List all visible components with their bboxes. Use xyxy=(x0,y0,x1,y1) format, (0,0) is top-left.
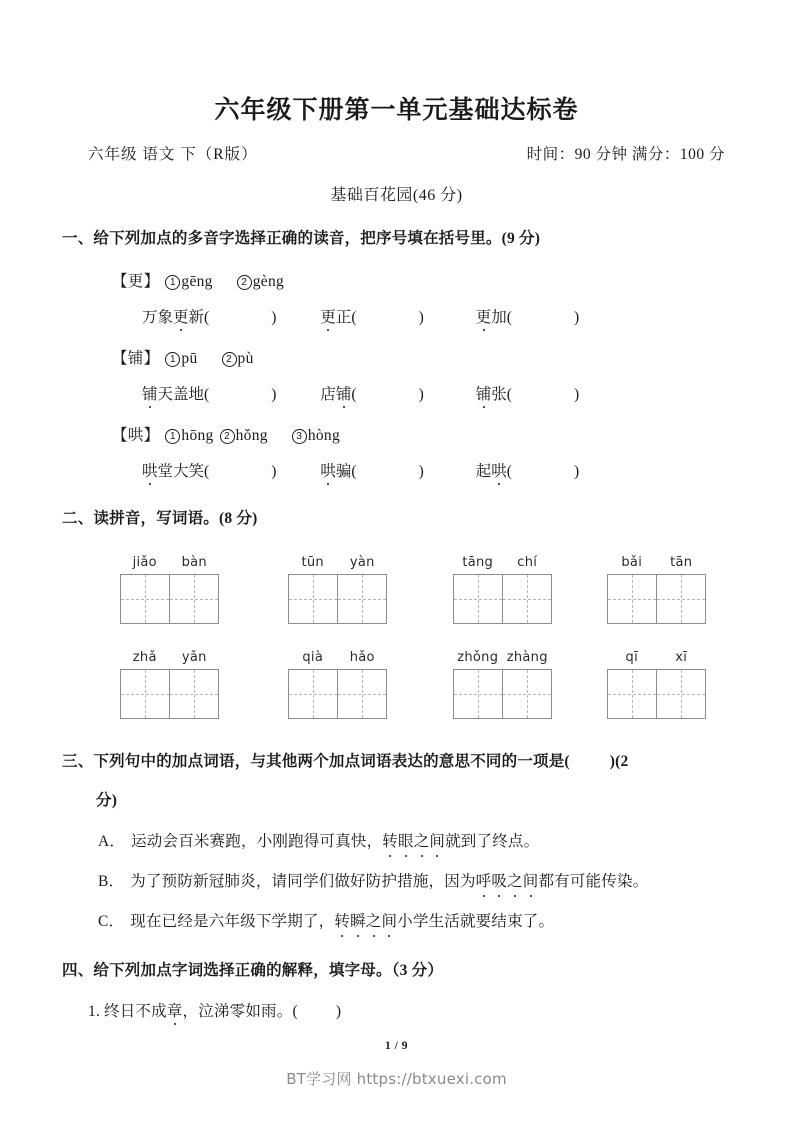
pinyin-syllable: chí xyxy=(517,555,538,571)
choice-a-post: 就到了终点。 xyxy=(445,832,540,850)
tianzige-cell[interactable] xyxy=(454,670,503,718)
pinyin-label xyxy=(288,550,387,570)
pronunciation-group-pu xyxy=(0,327,793,404)
pron-option-1-pinyin: gēng xyxy=(181,272,213,290)
answer-blank[interactable]: ( ) xyxy=(506,462,580,480)
dotted-char: 更 xyxy=(173,305,189,327)
tianzige-row-2 xyxy=(0,645,793,740)
pron-char-pu: 【铺】 xyxy=(112,349,160,367)
pinyin-syllable: bàn xyxy=(181,555,207,571)
tianzige-boxes[interactable] xyxy=(288,669,387,719)
pinyin-label xyxy=(453,645,552,665)
pron-item xyxy=(320,305,423,327)
question-3-text: 下列句中的加点词语，与其他两个加点词语表达的意思不同的一项是( xyxy=(93,753,570,771)
tianzige-cell[interactable] xyxy=(608,670,657,718)
answer-blank[interactable]: ( ) xyxy=(351,462,424,480)
question-3-number: 三、 xyxy=(62,753,94,771)
choice-b-post: 都有可能传染。 xyxy=(538,872,649,890)
tianzige-group-qixi xyxy=(607,645,706,719)
pinyin-syllable: tāng xyxy=(462,555,494,571)
pinyin-syllable: qī xyxy=(625,650,638,666)
dotted-char: 铺 xyxy=(142,382,158,404)
question-3-text-tail: )(2 xyxy=(609,753,629,771)
item-post: 天盖地 xyxy=(157,385,205,403)
answer-blank[interactable]: ( ) xyxy=(506,385,580,403)
item-post: 张 xyxy=(491,385,507,403)
dotted-char: 章 xyxy=(167,999,183,1021)
tianzige-group-baitan xyxy=(607,550,706,624)
tianzige-boxes[interactable] xyxy=(288,574,387,624)
answer-blank[interactable]: ( ) xyxy=(351,385,424,403)
tianzige-cell[interactable] xyxy=(454,575,503,623)
choice-c-label: C． xyxy=(98,913,125,931)
question-3-heading-line2: 分) xyxy=(96,792,118,810)
pinyin-syllable: tūn xyxy=(301,555,324,571)
tianzige-group-qiahao xyxy=(288,645,387,719)
tianzige-boxes[interactable] xyxy=(453,669,552,719)
pron-char-hong: 【哄】 xyxy=(112,426,160,444)
dotted-char: 更 xyxy=(320,305,336,327)
tianzige-cell[interactable] xyxy=(289,575,338,623)
pinyin-syllable: qià xyxy=(302,650,324,666)
tianzige-cell[interactable] xyxy=(121,575,170,623)
section-banner: 基础百花园(46 分) xyxy=(330,186,463,204)
dotted-char: 哄 xyxy=(320,459,336,481)
pron-option-1-pinyin: pū xyxy=(181,349,198,367)
pinyin-syllable: jiǎo xyxy=(132,555,157,571)
pinyin-syllable: bǎi xyxy=(621,555,643,571)
pron-option-2-pinyin: pù xyxy=(237,349,254,367)
pron-item xyxy=(320,459,423,481)
tianzige-cell[interactable] xyxy=(657,575,706,623)
question-1-number: 一、 xyxy=(62,229,94,247)
tianzige-cell[interactable] xyxy=(170,575,219,623)
choice-a-dotted-phrase: 转眼之间 xyxy=(382,830,445,853)
pron-option-1 xyxy=(159,427,213,444)
pron-option-3-pinyin: hòng xyxy=(307,426,341,444)
item-number: 1. xyxy=(88,1002,101,1020)
watermark: BT学习网 https://btxuexi.com xyxy=(286,1070,507,1088)
item-post: 正 xyxy=(335,308,352,326)
exam-subject-info: 六年级 语文 下（R版） xyxy=(88,146,258,163)
item-post: ，泣涕零如雨。( xyxy=(182,1002,298,1020)
pron-item xyxy=(476,382,579,404)
tianzige-cell[interactable] xyxy=(608,575,657,623)
circled-number-2: 2 xyxy=(237,275,252,290)
pronunciation-group-hong-header xyxy=(112,423,793,445)
pron-option-1 xyxy=(159,273,212,290)
tianzige-cell[interactable] xyxy=(338,575,387,623)
pronunciation-group-geng-header xyxy=(112,269,793,291)
tianzige-group-tunyan xyxy=(288,550,387,624)
pronunciation-group-geng-items xyxy=(112,291,793,327)
question-1-heading xyxy=(0,205,793,250)
question-1-text: 给下列加点的多音字选择正确的读音，把序号填在括号里。(9 分) xyxy=(93,229,541,247)
pronunciation-group-pu-header xyxy=(112,346,793,368)
tianzige-boxes[interactable] xyxy=(607,574,706,624)
exam-time-score-info: 时间：90 分钟 满分：100 分 xyxy=(526,146,725,163)
answer-blank[interactable]: ( ) xyxy=(506,308,580,326)
pinyin-syllable: zhǎ xyxy=(132,650,157,666)
circled-number-2: 2 xyxy=(220,429,235,444)
answer-blank[interactable]: ( ) xyxy=(351,308,424,326)
answer-blank[interactable]: ( ) xyxy=(204,385,277,403)
pron-option-2 xyxy=(213,273,284,290)
item-pre: 店 xyxy=(320,385,336,403)
pinyin-syllable: tān xyxy=(670,555,693,571)
pron-option-2 xyxy=(214,427,268,444)
tianzige-group-zhongzhang xyxy=(453,645,552,719)
pronunciation-group-hong xyxy=(0,404,793,481)
pinyin-syllable: zhàng xyxy=(506,650,548,666)
choice-a-pre: 运动会百米赛跑，小刚跑得可真快， xyxy=(131,832,383,850)
dotted-char: 哄 xyxy=(491,459,507,481)
choice-a[interactable] xyxy=(0,813,793,853)
item-post: 新 xyxy=(188,308,205,326)
choice-c-dotted-phrase: 转瞬之间 xyxy=(334,910,397,933)
pron-option-2-pinyin: gèng xyxy=(252,272,285,290)
tianzige-cell[interactable] xyxy=(338,670,387,718)
item-pre: 起 xyxy=(475,462,492,480)
choice-c-pre: 现在已经是六年级下学期了， xyxy=(130,913,335,931)
tianzige-cell[interactable] xyxy=(503,575,552,623)
pinyin-syllable: yǎn xyxy=(181,650,207,666)
item-pre: 万象 xyxy=(142,308,174,326)
question-4-item-1 xyxy=(0,983,793,1021)
pron-option-2 xyxy=(198,350,254,367)
answer-blank[interactable]: ( ) xyxy=(204,462,277,480)
pinyin-label xyxy=(288,645,387,665)
choice-c-post: 小学生活就要结束了。 xyxy=(397,913,555,931)
dotted-char: 铺 xyxy=(336,382,352,404)
tianzige-cell[interactable] xyxy=(170,670,219,718)
pinyin-label xyxy=(607,550,706,570)
circled-number-3: 3 xyxy=(292,429,307,444)
circled-number-1: 1 xyxy=(165,352,180,367)
item-post: 堂大笑 xyxy=(157,462,205,480)
tianzige-group-tangchi xyxy=(453,550,552,624)
choice-b-pre: 为了预防新冠肺炎，请同学们做好防护措施，因为 xyxy=(130,872,476,890)
question-3-heading xyxy=(0,740,793,813)
tianzige-cell[interactable] xyxy=(657,670,706,718)
tianzige-boxes[interactable] xyxy=(120,574,219,624)
choice-c[interactable] xyxy=(0,893,793,933)
pinyin-syllable: hǎo xyxy=(349,650,375,666)
pinyin-label xyxy=(453,550,552,570)
item-tail: ) xyxy=(335,1002,342,1020)
dotted-char: 哄 xyxy=(142,459,158,481)
tianzige-boxes[interactable] xyxy=(453,574,552,624)
pron-option-3 xyxy=(268,427,340,444)
exam-meta-row xyxy=(0,126,793,166)
circled-number-1: 1 xyxy=(165,429,180,444)
question-2-heading xyxy=(0,481,793,530)
answer-blank[interactable]: ( ) xyxy=(204,308,277,326)
pron-item xyxy=(142,382,276,404)
dotted-char: 铺 xyxy=(476,382,492,404)
pron-option-2-pinyin: hǒng xyxy=(235,426,268,444)
question-4-text: 给下列加点字词选择正确的解释，填字母。（3 分） xyxy=(93,962,444,980)
question-4-number: 四、 xyxy=(62,962,94,980)
pinyin-syllable: zhǒng xyxy=(457,650,499,666)
pron-option-1 xyxy=(159,350,197,367)
pron-item xyxy=(476,459,579,481)
page-title: 六年级下册第一单元基础达标卷 xyxy=(214,97,579,124)
pinyin-label xyxy=(120,645,219,665)
tianzige-boxes[interactable] xyxy=(120,669,219,719)
pron-option-1-pinyin: hōng xyxy=(181,426,214,444)
pron-char-geng: 【更】 xyxy=(112,272,160,290)
pinyin-label xyxy=(120,550,219,570)
tianzige-cell[interactable] xyxy=(503,670,552,718)
tianzige-boxes[interactable] xyxy=(607,669,706,719)
pron-item xyxy=(476,305,579,327)
item-pre: 终日不成 xyxy=(104,1002,167,1020)
circled-number-1: 1 xyxy=(165,275,180,290)
tianzige-group-zhayan xyxy=(120,645,219,719)
item-post: 加 xyxy=(491,308,507,326)
tianzige-cell[interactable] xyxy=(121,670,170,718)
question-4-heading xyxy=(0,933,793,982)
circled-number-2: 2 xyxy=(222,352,237,367)
dotted-char: 更 xyxy=(476,305,492,327)
pronunciation-group-hong-items xyxy=(112,445,793,481)
item-post: 骗 xyxy=(335,462,352,480)
pronunciation-group-pu-items xyxy=(112,368,793,404)
pinyin-syllable: yàn xyxy=(349,555,375,571)
choice-a-label: A． xyxy=(98,832,126,850)
page-number: 1 / 9 xyxy=(385,1040,408,1052)
pron-item xyxy=(142,305,276,327)
pronunciation-group-geng xyxy=(0,250,793,327)
tianzige-group-jiaoban xyxy=(120,550,219,624)
choice-b-label: B． xyxy=(98,872,125,890)
choice-b-dotted-phrase: 呼吸之间 xyxy=(476,870,539,893)
pron-item xyxy=(142,459,276,481)
question-2-text: 读拼音，写词语。(8 分) xyxy=(93,509,258,527)
pinyin-label xyxy=(607,645,706,665)
tianzige-cell[interactable] xyxy=(289,670,338,718)
pinyin-syllable: xī xyxy=(675,650,688,666)
pron-item xyxy=(320,382,423,404)
tianzige-row-1 xyxy=(0,550,793,645)
choice-b[interactable] xyxy=(0,853,793,893)
question-2-number: 二、 xyxy=(62,509,94,527)
